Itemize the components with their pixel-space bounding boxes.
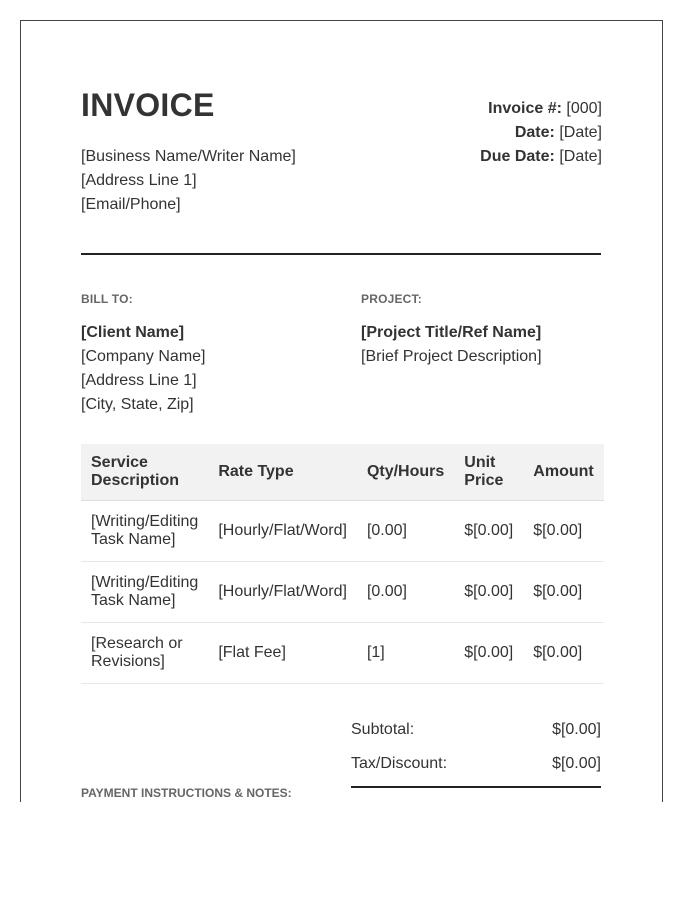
cell-amount: $[0.00] xyxy=(523,562,604,623)
totals-section xyxy=(351,718,601,788)
tax-discount-value: $[0.00] xyxy=(552,755,601,772)
cell-qty-hours: [1] xyxy=(357,623,454,684)
invoice-title: INVOICE xyxy=(81,87,215,123)
header-rate-type: Rate Type xyxy=(208,444,357,501)
cell-service-description: [Research or Revisions] xyxy=(81,623,208,684)
invoice-date-row xyxy=(480,121,602,145)
table-row xyxy=(81,501,604,562)
project-title: [Project Title/Ref Name] xyxy=(361,324,542,341)
cell-qty-hours: [0.00] xyxy=(357,501,454,562)
table-row xyxy=(81,562,604,623)
cell-rate-type: [Flat Fee] xyxy=(208,623,357,684)
due-date-row xyxy=(480,145,602,169)
invoice-date-value: [Date] xyxy=(559,124,602,141)
tax-discount-label: Tax/Discount: xyxy=(351,755,448,772)
cell-amount: $[0.00] xyxy=(523,501,604,562)
cell-service-description: [Writing/Editing Task Name] xyxy=(81,562,208,623)
invoice-number-value: [000] xyxy=(566,100,602,117)
subtotal-row xyxy=(351,718,601,752)
payment-notes-label: PAYMENT INSTRUCTIONS & NOTES: xyxy=(81,786,292,800)
cell-unit-price: $[0.00] xyxy=(454,623,523,684)
invoice-page xyxy=(20,20,663,802)
header-qty-hours: Qty/Hours xyxy=(357,444,454,501)
header-unit-price: Unit Price xyxy=(454,444,523,501)
cell-rate-type: [Hourly/Flat/Word] xyxy=(208,501,357,562)
cell-service-description: [Writing/Editing Task Name] xyxy=(81,501,208,562)
line-items-table xyxy=(81,444,604,684)
business-contact: [Email/Phone] xyxy=(81,196,181,213)
invoice-date-label: Date: xyxy=(514,124,555,141)
cell-unit-price: $[0.00] xyxy=(454,562,523,623)
subtotal-label: Subtotal: xyxy=(351,721,415,738)
business-name: [Business Name/Writer Name] xyxy=(81,148,296,165)
totals-divider xyxy=(351,786,601,788)
client-address: [Address Line 1] xyxy=(81,372,197,389)
client-city-state-zip: [City, State, Zip] xyxy=(81,396,194,413)
project-description: [Brief Project Description] xyxy=(361,348,542,365)
subtotal-value: $[0.00] xyxy=(552,721,601,738)
header-divider xyxy=(81,253,601,255)
header-service-description: Service Description xyxy=(81,444,208,501)
due-date-value: [Date] xyxy=(559,148,602,165)
bill-to-label: BILL TO: xyxy=(81,292,133,306)
cell-unit-price: $[0.00] xyxy=(454,501,523,562)
due-date-label: Due Date: xyxy=(480,148,555,165)
invoice-meta xyxy=(480,97,602,169)
business-address: [Address Line 1] xyxy=(81,172,197,189)
project-label: PROJECT: xyxy=(361,292,422,306)
cell-rate-type: [Hourly/Flat/Word] xyxy=(208,562,357,623)
project-section xyxy=(361,287,542,369)
cell-amount: $[0.00] xyxy=(523,623,604,684)
bill-to-section xyxy=(81,287,206,417)
header-amount: Amount xyxy=(523,444,604,501)
table-row xyxy=(81,623,604,684)
business-info xyxy=(81,145,296,217)
table-header-row xyxy=(81,444,604,501)
company-name: [Company Name] xyxy=(81,348,206,365)
tax-discount-row xyxy=(351,752,601,786)
invoice-number-row xyxy=(480,97,602,121)
cell-qty-hours: [0.00] xyxy=(357,562,454,623)
client-name: [Client Name] xyxy=(81,324,185,341)
invoice-number-label: Invoice #: xyxy=(488,100,562,117)
